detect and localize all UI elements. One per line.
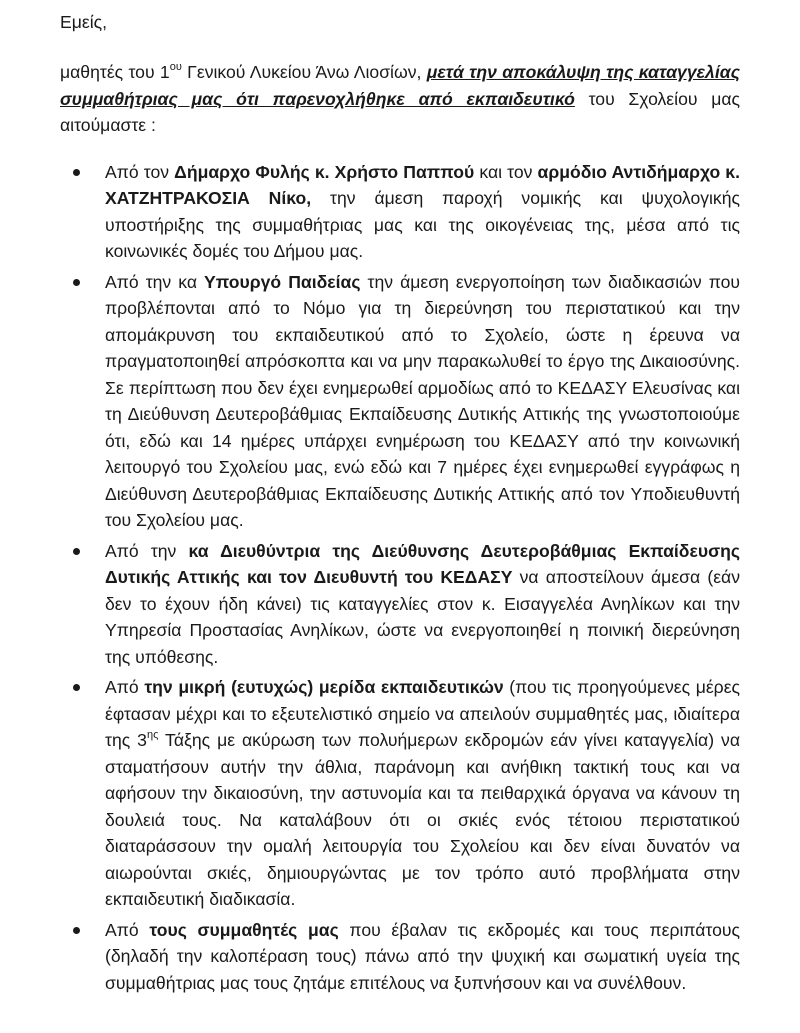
- intro-text: μαθητές του 1: [60, 62, 170, 82]
- bullet-icon: [73, 279, 80, 286]
- demand-addressee: Υπουργό Παιδείας: [204, 271, 361, 292]
- demand-text: Από: [105, 919, 150, 940]
- intro-text: Γενικού Λυκείου Άνω Λιοσίων,: [181, 62, 427, 82]
- demand-addressee: Δήμαρχο Φυλής κ. Χρήστο Παππού: [174, 161, 475, 182]
- demand-item-director: [60, 538, 740, 671]
- demand-text: που έβαλαν τις εκδρομές και τους περιπάτους (δηλαδή την καλοπέραση τους) πάνω από την ψυχική και σωματική υγεία της συμμαθήτριας μας τους ζητάμε επιτέλους να ξυπνήσουν και να συνέλθουν.: [105, 919, 741, 993]
- demand-addressee: αρμόδιο Αντιδήμαρχο κ. ΧΑΤΖΗΤΡΑΚΟΣΙΑ Νίκο,: [105, 161, 741, 208]
- demand-item-classmates: [60, 917, 740, 997]
- bullet-icon: [73, 927, 80, 934]
- bullet-icon: [73, 684, 80, 691]
- greeting: Εμείς,: [60, 12, 107, 32]
- demand-text: Από την: [105, 540, 189, 561]
- demands-list: [60, 159, 740, 997]
- demand-text: Από την κα: [105, 271, 205, 292]
- demand-item-minister: [60, 269, 740, 534]
- demand-addressee: τους συμμαθητές μας: [149, 919, 339, 940]
- demand-text: και τον: [474, 161, 538, 182]
- demand-text: Τάξης με ακύρωση των πολυήμερων εκδρομών εάν γίνει καταγγελία) να σταματήσουν αυτήν την άθλια, παράνομη και ανήθικη τακτική τους και να αφήσουν την δικαιοσύνη, την αστυνομία και τα πειθαρχικά όργανα να κάνουν τη δουλειά τους. Να καταλάβουν ότι οι σκιές ενός τέτοιου περιστατικού διαταράσσουν την ομαλή λειτουργία του Σχολείου και δεν είναι δυνατόν να αιωρούνται σκιές, δημιουργώντας με τον τρόπο αυτό προβλήματα στην εκπαιδευτική διαδικασία.: [105, 730, 740, 909]
- demand-text: Από: [105, 677, 145, 697]
- demand-item-mayor: [60, 159, 740, 265]
- intro-text: του Σχολείου μας αιτούμαστε :: [60, 88, 740, 135]
- demand-addressee: την μικρή (ευτυχώς) μερίδα εκπαιδευτικών: [144, 677, 504, 697]
- demand-text: να αποστείλουν άμεσα (εάν δεν το έχουν ήδη κάνει) τις καταγγελίες στον κ. Εισαγγελέα Ανηλίκων και την Υπηρεσία Προστασίας Ανηλίκων, ώστε να ενεργοποιηθεί η ποινική διερεύνηση της υπόθεσης.: [105, 567, 741, 667]
- bullet-icon: [73, 169, 80, 176]
- demand-text: Από τον: [105, 161, 175, 182]
- ordinal-suffix: ου: [169, 61, 182, 73]
- bullet-icon: [73, 548, 80, 555]
- demand-text: την άμεση ενεργοποίηση των διαδικασιών που προβλέπονται από το Νόμο για τη διερεύνηση του περιστατικού και την απομάκρυνση του εκπαιδευτικού από το Σχολείο, ώστε η έρευνα να πραγματοποιηθεί απρόσκοπτα και να μην παρακωλυθεί το έργο της Δικαιοσύνης. Σε περίπτωση που δεν έχει ενημερωθεί αρμοδίως από το ΚΕΔΑΣΥ Ελευσίνας και τη Διεύθυνση Δευτεροβάθμιας Εκπαίδευσης Δυτικής Αττικής της γνωστοποιούμε ότι, εδώ και 14 ημέρες υπάρχει ενημέρωση του ΚΕΔΑΣΥ από την κοινωνική λειτουργό του Σχολείου μας, ενώ εδώ και 7 ημέρες έχει ενημερωθεί εγγράφως η Διεύθυνση Δευτεροβάθμιας Εκπαίδευσης Δυτικής Αττικής από τον Υποδιευθυντή του Σχολείου μας.: [105, 271, 740, 530]
- intro-paragraph: [60, 59, 740, 139]
- demand-addressee: κα Διευθύντρια της Διεύθυνσης Δευτεροβάθμιας Εκπαίδευσης Δυτικής Αττικής και τον Διευθυντή του ΚΕΔΑΣΥ: [105, 540, 740, 587]
- demand-text: (που τις προηγούμενες μέρες έφτασαν μέχρι και το εξευτελιστικό σημείο να απειλούν συμμαθητές μας, ιδιαίτερα της 3: [105, 677, 741, 750]
- ordinal-suffix: ης: [146, 729, 159, 741]
- demand-item-teachers: [60, 674, 740, 913]
- intro-highlight: μετά την αποκάλυψη της καταγγελίας συμμαθήτριας μας ότι παρενοχλήθηκε από εκπαιδευτικό: [60, 62, 740, 109]
- demand-text: την άμεση παροχή νομικής και ψυχολογικής υποστήριξης της συμμαθήτριας μας και της οικογένειας της, μέσα από τις κοινωνικές δομές του Δήμου μας.: [105, 188, 740, 261]
